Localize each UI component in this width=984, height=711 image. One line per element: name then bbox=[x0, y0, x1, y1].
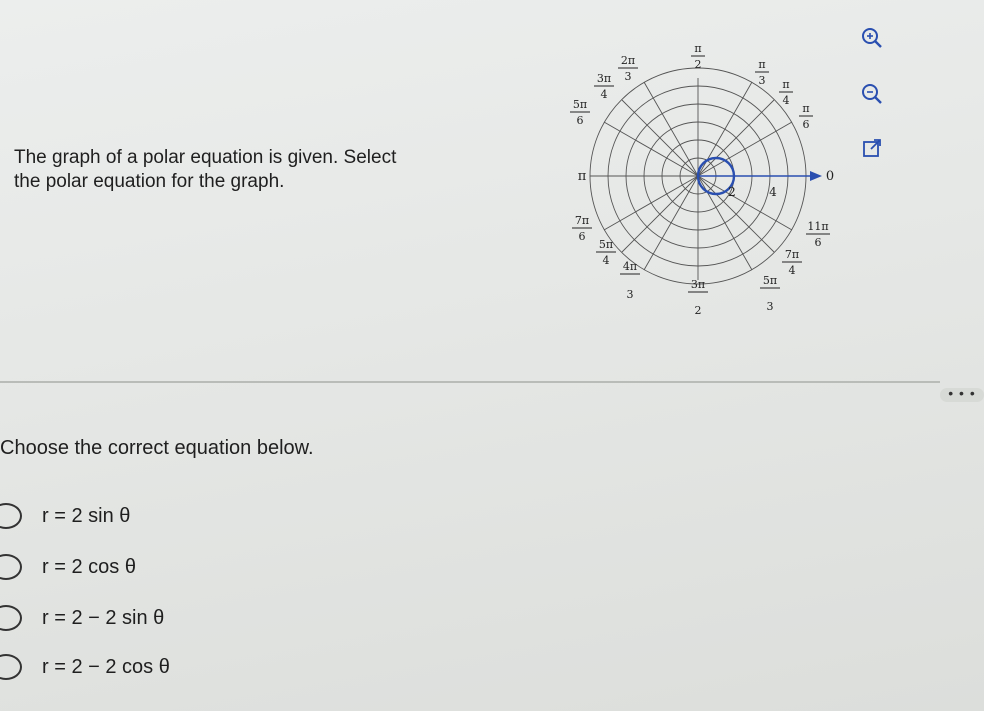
angle-label-5pi-over-6 bbox=[570, 98, 590, 127]
polar-axis-arrow bbox=[810, 171, 822, 181]
svg-text:2: 2 bbox=[694, 58, 702, 71]
svg-text:π: π bbox=[758, 58, 766, 71]
radio-button[interactable] bbox=[0, 554, 22, 580]
svg-text:7π: 7π bbox=[784, 248, 800, 261]
svg-text:6: 6 bbox=[814, 236, 822, 249]
angle-label-5pi-over-4 bbox=[596, 238, 616, 267]
option-a[interactable] bbox=[0, 501, 130, 531]
angle-label-3pi-over-4 bbox=[594, 72, 614, 101]
svg-text:11π: 11π bbox=[807, 220, 829, 233]
svg-text:6: 6 bbox=[576, 114, 584, 127]
question-prompt bbox=[14, 146, 484, 194]
angle-label-4pi-over-3 bbox=[620, 260, 640, 301]
svg-text:4: 4 bbox=[782, 94, 790, 107]
angle-label-pi-over-2 bbox=[691, 42, 705, 71]
angle-label-pi-over-4 bbox=[779, 78, 793, 107]
svg-text:6: 6 bbox=[802, 118, 810, 131]
section-divider bbox=[0, 381, 940, 383]
option-d[interactable] bbox=[0, 652, 170, 682]
svg-text:π: π bbox=[782, 78, 790, 91]
angle-label-pi-over-6 bbox=[799, 102, 813, 131]
radio-button[interactable] bbox=[0, 654, 22, 680]
open-graph-button[interactable] bbox=[854, 130, 890, 166]
svg-text:5π: 5π bbox=[572, 98, 588, 111]
zoom-in-button[interactable] bbox=[854, 20, 890, 56]
angle-label-7pi-over-6 bbox=[572, 214, 592, 243]
svg-text:4: 4 bbox=[788, 264, 796, 277]
svg-text:3: 3 bbox=[766, 300, 774, 313]
svg-text:π: π bbox=[694, 42, 702, 55]
option-label: r = 2 cos θ bbox=[42, 555, 136, 578]
svg-text:6: 6 bbox=[578, 230, 586, 243]
angle-label-7pi-over-4 bbox=[782, 248, 802, 277]
option-label: r = 2 − 2 cos θ bbox=[42, 655, 170, 678]
option-label: r = 2 sin θ bbox=[42, 504, 131, 527]
svg-text:7π: 7π bbox=[574, 214, 590, 227]
radial-label-4: 4 bbox=[769, 185, 777, 199]
angle-label-11pi-over-6 bbox=[806, 220, 830, 249]
radio-button[interactable] bbox=[0, 605, 22, 631]
prompt-line-1: The graph of a polar equation is given. Select bbox=[14, 147, 397, 168]
svg-text:2π: 2π bbox=[620, 54, 636, 67]
svg-text:4: 4 bbox=[602, 254, 610, 267]
external-link-icon bbox=[861, 137, 883, 159]
angle-label-pi: π bbox=[577, 169, 587, 184]
svg-text:5π: 5π bbox=[762, 274, 778, 287]
polar-graph bbox=[560, 30, 850, 330]
angle-label-2pi-over-3 bbox=[618, 54, 638, 83]
zoom-out-button[interactable] bbox=[854, 76, 890, 112]
svg-text:2: 2 bbox=[694, 304, 702, 317]
svg-text:π: π bbox=[802, 102, 810, 115]
zoom-in-icon bbox=[860, 26, 884, 50]
svg-text:3: 3 bbox=[758, 74, 766, 87]
angle-label-pi-over-3 bbox=[755, 58, 769, 87]
svg-text:3π: 3π bbox=[690, 278, 706, 291]
option-c[interactable] bbox=[0, 603, 164, 633]
svg-text:4π: 4π bbox=[622, 260, 638, 273]
option-b[interactable] bbox=[0, 552, 136, 582]
angle-label-zero: 0 bbox=[825, 169, 835, 184]
more-button[interactable]: • • • bbox=[940, 388, 984, 402]
angle-label-3pi-over-2 bbox=[688, 278, 708, 317]
prompt-line-2: the polar equation for the graph. bbox=[14, 171, 285, 192]
svg-text:3π: 3π bbox=[596, 72, 612, 85]
zoom-out-icon bbox=[860, 82, 884, 106]
svg-text:3: 3 bbox=[626, 288, 634, 301]
svg-text:3: 3 bbox=[624, 70, 632, 83]
polar-graph-svg bbox=[560, 30, 850, 330]
instruction-text: Choose the correct equation below. bbox=[0, 437, 314, 459]
angle-label-5pi-over-3 bbox=[760, 274, 780, 313]
radial-label-2: 2 bbox=[728, 185, 736, 199]
option-label: r = 2 − 2 sin θ bbox=[42, 606, 165, 629]
radio-button[interactable] bbox=[0, 503, 22, 529]
svg-text:4: 4 bbox=[600, 88, 608, 101]
svg-text:5π: 5π bbox=[598, 238, 614, 251]
